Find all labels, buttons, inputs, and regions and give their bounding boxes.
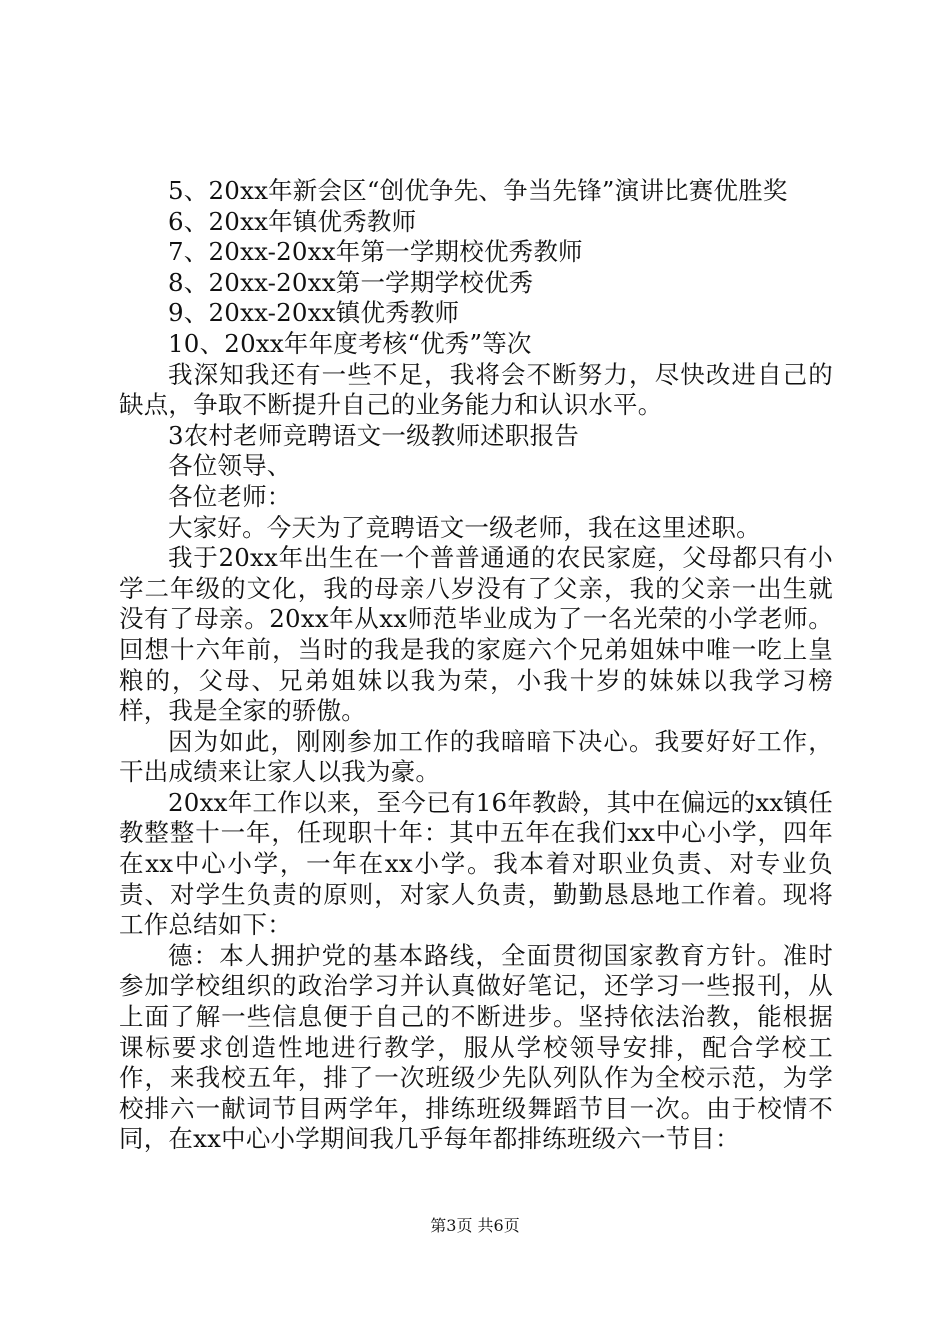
document-body xyxy=(119,176,833,1155)
salutation-teachers: 各位老师： xyxy=(168,481,292,511)
award-item-8: 8、20xx-20xx第一学期学校优秀 xyxy=(168,267,534,297)
resolve-paragraph: 因为如此，刚刚参加工作的我暗暗下决心。我要好好工作，干出成绩来让家人以我为豪。 xyxy=(119,726,833,787)
award-item-9: 9、20xx-20xx镇优秀教师 xyxy=(168,298,460,328)
page-footer: 第3页 共6页 xyxy=(430,1216,520,1235)
section-title: 3农村老师竞聘语文一级教师述职报告 xyxy=(168,420,579,450)
greeting-paragraph: 大家好。今天为了竞聘语文一级老师，我在这里述职。 xyxy=(168,512,761,542)
closing-paragraph: 我深知我还有一些不足，我将会不断努力，尽快改进自己的缺点，争取不断提升自己的业务能力和认识水平。 xyxy=(119,359,833,420)
award-item-10: 10、20xx年年度考核“优秀”等次 xyxy=(168,328,532,358)
background-paragraph: 我于20xx年出生在一个普普通通的农民家庭，父母都只有小学二年级的文化，我的母亲八岁没有了父亲，我的父亲一出生就没有了母亲。20xx年从xx师范毕业成为了一名光荣的小学老师。回想十六年前，当时的我是我的家庭六个兄弟姐妹中唯一吃上皇粮的，父母、兄弟姐妹以我为荣，小我十岁的妹妹以我学习榜样，我是全家的骄傲。 xyxy=(119,543,833,726)
award-item-7: 7、20xx-20xx年第一学期校优秀教师 xyxy=(168,237,583,267)
morality-paragraph: 德：本人拥护党的基本路线，全面贯彻国家教育方针。准时参加学校组织的政治学习并认真做好笔记，还学习一些报刊，从上面了解一些信息便于自己的不断进步。坚持依法治教，能根据课标要求创造性地进行教学，服从学校领导安排，配合学校工作，来我校五年，排了一次班级少先队列队作为全校示范，为学校排六一献词节目两学年，排练班级舞蹈节目一次。由于校情不同，在xx中心小学期间我几乎每年都排练班级六一节目： xyxy=(119,940,833,1154)
award-item-6: 6、20xx年镇优秀教师 xyxy=(168,206,417,236)
career-paragraph: 20xx年工作以来，至今已有16年教龄，其中在偏远的xx镇任教整整十一年，任现职十年：其中五年在我们xx中心小学，四年在xx中心小学，一年在xx小学。我本着对职业负责、对专业负责、对学生负责的原则，对家人负责，勤勤恳恳地工作着。现将工作总结如下： xyxy=(119,787,833,940)
award-item-5: 5、20xx年新会区“创优争先、争当先锋”演讲比赛优胜奖 xyxy=(168,176,788,205)
salutation-leaders: 各位领导、 xyxy=(168,451,292,481)
